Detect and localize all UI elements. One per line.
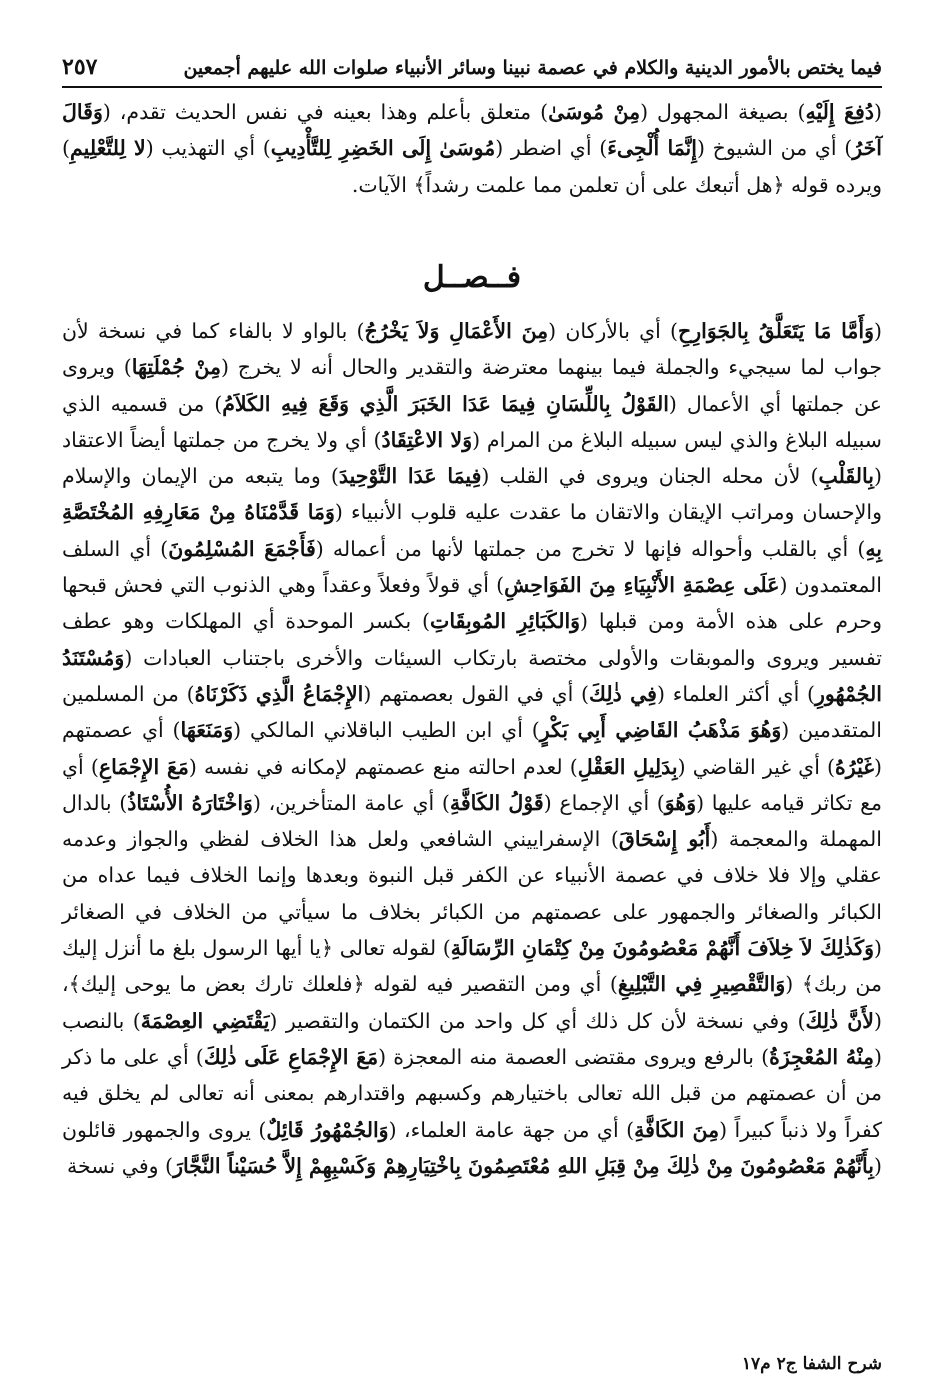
commentary-segment: ) ويرده قوله ﴿هل أتبعك على أن تعلمن مما علمت رشداً﴾ الآيات. [62, 136, 882, 197]
bold-quote-segment: مِنْ جُمْلَتِهَا [131, 355, 221, 380]
running-header [62, 30, 882, 88]
bold-quote-segment: عَلَى عِصْمَةِ الأَنْبِيَاءِ مِنَ الفَوَاحِشِ [504, 573, 780, 598]
commentary-segment: ) بكسر الموحدة أي المهلكات وهو عطف تفسير ويروى والموبقات والأولى مختصة بارتكاب السيئات والأخرى باجتناب العبادات ( [62, 609, 882, 670]
commentary-segment: ) أي عامة المتأخرين، ( [252, 790, 450, 815]
commentary-segment: ) أي على ما ذكر من أن عصمتهم من قبل الله تعالى باختيارهم وكسبهم واقتدارهم بمعنى أنه تعالى لم يخلق فيه كفراً ولا ذنباً كبيراً ( [62, 1044, 882, 1142]
bold-quote-segment: وَمَنَعَهَا [180, 718, 234, 743]
footer-signature: شرح الشفا ج٢ م١٧ [741, 1354, 882, 1374]
bold-quote-segment: وَالكَبَائِرِ المُوبِقَاتِ [430, 609, 581, 634]
commentary-segment: ) أي من الشيوخ ( [696, 136, 853, 161]
bold-quote-segment: وَالجُمْهُورُ قَائِلٌ [266, 1117, 389, 1142]
commentary-segment: ( [873, 100, 882, 124]
commentary-segment: ) أي بالأركان ( [548, 319, 679, 343]
commentary-segment: ) أي في القول بعصمتهم ( [363, 681, 590, 706]
bold-quote-segment: وَقَالَ آخَرُ [62, 100, 882, 161]
commentary-segment: ) أي مع تكاثر قيامه عليها ( [62, 754, 882, 815]
bold-quote-segment: مُوسَىٰ إِلَى الخَضِرِ لِلتَّأْدِيبِ [270, 136, 496, 161]
paragraph-1 [62, 94, 882, 244]
bold-quote-segment: أَبُو إِسْحَاقَ [618, 827, 711, 852]
commentary-segment: ) لقوله تعالى ﴿يا أيها الرسول بلغ ما أنزل إليك من ربك﴾ ( [62, 936, 883, 997]
page-number: ٢٥٧ [62, 53, 98, 80]
commentary-segment: ) بالدال المهملة والمعجمة ( [62, 790, 882, 852]
bold-quote-segment: وَكَذٰلِكَ لاَ خِلاَفَ أَنَّهُمْ مَعْصُومُونَ مِنْ كِتْمَانِ الرِّسَالَةِ [450, 936, 874, 961]
commentary-segment: ( [874, 319, 882, 343]
bold-quote-segment: بِالقَلْبِ [818, 464, 874, 489]
bold-quote-segment: يَقْتَضِي العِصْمَةَ [140, 1008, 270, 1033]
commentary-segment: ) بصيغة المجهول ( [640, 100, 806, 124]
bold-quote-segment: مِنْ مُوسَىٰ [548, 100, 641, 124]
commentary-segment: ) أي ولا يخرج من جملتها أيضاً الاعتقاد ( [62, 427, 882, 489]
bold-quote-segment: فَأَجْمَعَ المُسْلِمُونَ [168, 536, 316, 561]
commentary-segment: ) أي ومن التقصير فيه لقوله ﴿فلعلك تارك بعض ما يوحى إليك﴾، ( [62, 972, 882, 1033]
bold-quote-segment: مِنَ الأَعْمَالِ وَلاَ يَخْرُجُ [364, 319, 549, 343]
bold-quote-segment: غَيْرُهُ [835, 754, 874, 779]
bold-quote-segment: فِي ذٰلِكَ [589, 681, 657, 706]
bold-quote-segment: بِدَلِيلِ العَقْلِ [577, 754, 678, 779]
bold-quote-segment: وَهُوَ مَذْهَبُ القَاضِي أَبِي بَكْرٍ [539, 718, 782, 743]
bold-quote-segment: وَالتَّقْصِيرِ فِي التَّبْلِيغِ [617, 972, 786, 997]
commentary-segment: ) وفي نسخة [67, 1153, 174, 1178]
section-heading: فــصــل [422, 260, 522, 295]
paragraph-2 [62, 313, 882, 1361]
commentary-segment: ) ويروى عن جملتها أي الأعمال ( [62, 355, 882, 416]
commentary-segment: ) أي أكثر العلماء ( [656, 681, 816, 706]
commentary-segment: ) أي ابن الطيب الباقلاني المالكي ( [233, 718, 540, 743]
commentary-segment: ) أي اضطر ( [495, 136, 608, 161]
bold-quote-segment: مِنْهُ المُعْجِزَةُ [769, 1044, 875, 1069]
book-page [62, 30, 882, 1375]
commentary-segment: ) أي التهذيب ( [145, 136, 271, 161]
bold-quote-segment: بِأَنَّهُمْ مَعْصُومُونَ مِنْ ذٰلِكَ مِنْ قِبَلِ اللهِ مُعْتَصِمُونَ بِاخْتِيَارِهِمْ وَكَسْبِهِمْ إِلاَّ حُسَيْناً النَّجَّارَ [173, 1153, 874, 1178]
bold-quote-segment: قَوْلُ الكَافَّةِ [449, 790, 544, 815]
commentary-segment: ) متعلق بأعلم وهذا بعينه في نفس الحديث تقدم، ( [102, 100, 549, 124]
bold-quote-segment: دُفِعَ إِلَيْهِ [805, 100, 874, 124]
commentary-segment: ) أي عصمتهم ( [62, 718, 882, 779]
header-title: فيما يختص بالأمور الدينية والكلام في عصمة نبينا وسائر الأنبياء صلوات الله عليهم أجمعين [183, 57, 882, 80]
bold-quote-segment: الإِجْمَاعُ الَّذِي ذَكَرْنَاهُ [194, 681, 364, 706]
commentary-segment: ) من المسلمين المتقدمين ( [62, 681, 882, 743]
commentary-segment: ) وفي نسخة لأن كل ذلك أي كل واحد من الكتمان والتقصير ( [269, 1008, 806, 1033]
bold-quote-segment: وَهُوَ [664, 790, 697, 815]
bold-quote-segment: فِيمَا عَدَا التَّوْحِيدَ [338, 464, 482, 489]
commentary-segment: ) أي الإجماع ( [543, 790, 665, 815]
commentary-segment: ) أي السلف المعتمدون ( [62, 536, 882, 598]
commentary-segment: ) بالنصب ( [62, 1008, 883, 1069]
commentary-segment: ) أي قولاً وفعلاً وعقداً وهي الذنوب التي فحش قبحها وحرم على هذه الأمة ومن قبلها ( [62, 573, 882, 634]
commentary-segment: ) أي من جهة عامة العلماء، ( [388, 1117, 635, 1142]
bold-quote-segment: وَاخْتَارَهُ الأُسْتَاذُ [127, 790, 253, 815]
bold-quote-segment: مَعَ الإِجْمَاعِ عَلَى ذٰلِكَ [203, 1044, 379, 1069]
commentary-segment: ) وما يتبعه من الإيمان والإسلام والإحسان ومراتب الإيقان والاتقان ما عقدت عليه قلوب الأنبياء ( [62, 464, 882, 525]
commentary-segment: ) لأن محله الجنان ويروى في القلب ( [481, 464, 819, 489]
bold-quote-segment: لا لِلتَّعْلِيمِ [70, 136, 146, 161]
commentary-segment: ) أي بالقلب وأحواله فإنها لا تخرج من جملتها لأنها من أعماله ( [315, 536, 866, 561]
bold-quote-segment: لأَنَّ ذٰلِكَ [805, 1008, 874, 1033]
commentary-segment: ) يروى والجمهور قائلون ( [62, 1117, 882, 1178]
bold-quote-segment: وَمُسْتَنَدُ الجُمْهُورِ [62, 645, 882, 706]
bold-quote-segment: وَمَا قَدَّمْنَاهُ مِنْ مَعَارِفِهِ المُخْتَصَّةِ بِهِ [62, 500, 883, 561]
commentary-segment: ) من قسميه الذي سبيله البلاغ والذي ليس سبيله البلاغ من المرام ( [62, 391, 882, 452]
bold-quote-segment: مِنَ الكَافَّةِ [634, 1117, 720, 1142]
commentary-segment: ) بالرفع ويروى مقتضى العصمة منه المعجزة ( [378, 1044, 770, 1069]
bold-quote-segment: مَعَ الإِجْمَاعِ [98, 754, 189, 779]
bold-quote-segment: القَوْلُ بِاللِّسَانِ فِيمَا عَدَا الخَبَرَ الَّذِي وَقَعَ فِيهِ الكَلاَمُ [222, 391, 669, 416]
commentary-segment: ) بالواو لا بالفاء كما في نسخة لأن جواب لما سيجيء والجملة فيما بينهما معترضة والتقدير والحال أنه لا يخرج ( [62, 319, 882, 380]
bold-quote-segment: وَأَمَّا مَا يَتَعَلَّقُ بِالجَوَارِحِ [678, 319, 874, 343]
commentary-segment: ) الإسفراييني الشافعي ولعل هذا الخلاف لفظي والجواز وعدمه عقلي وإلا فلا خلاف في عصمة الأنبياء عن الكفر قبل النبوة وبعدها وإنما الخلاف فيما عداه من الكبائر والصغائر والجمهور على عصمتهم من الكبائر بخلاف ما سيأتي من الخلاف في الصغائر ( [62, 827, 882, 961]
bold-quote-segment: إِنَّمَا أُلْجِىءَ [607, 136, 697, 161]
commentary-segment: ) أي غير القاضي ( [677, 754, 836, 779]
commentary-segment: ) لعدم احالته منع عصمتهم لإمكانه في نفسه ( [188, 754, 578, 779]
bold-quote-segment: وَلا الاعْتِقَادُ [381, 427, 473, 452]
